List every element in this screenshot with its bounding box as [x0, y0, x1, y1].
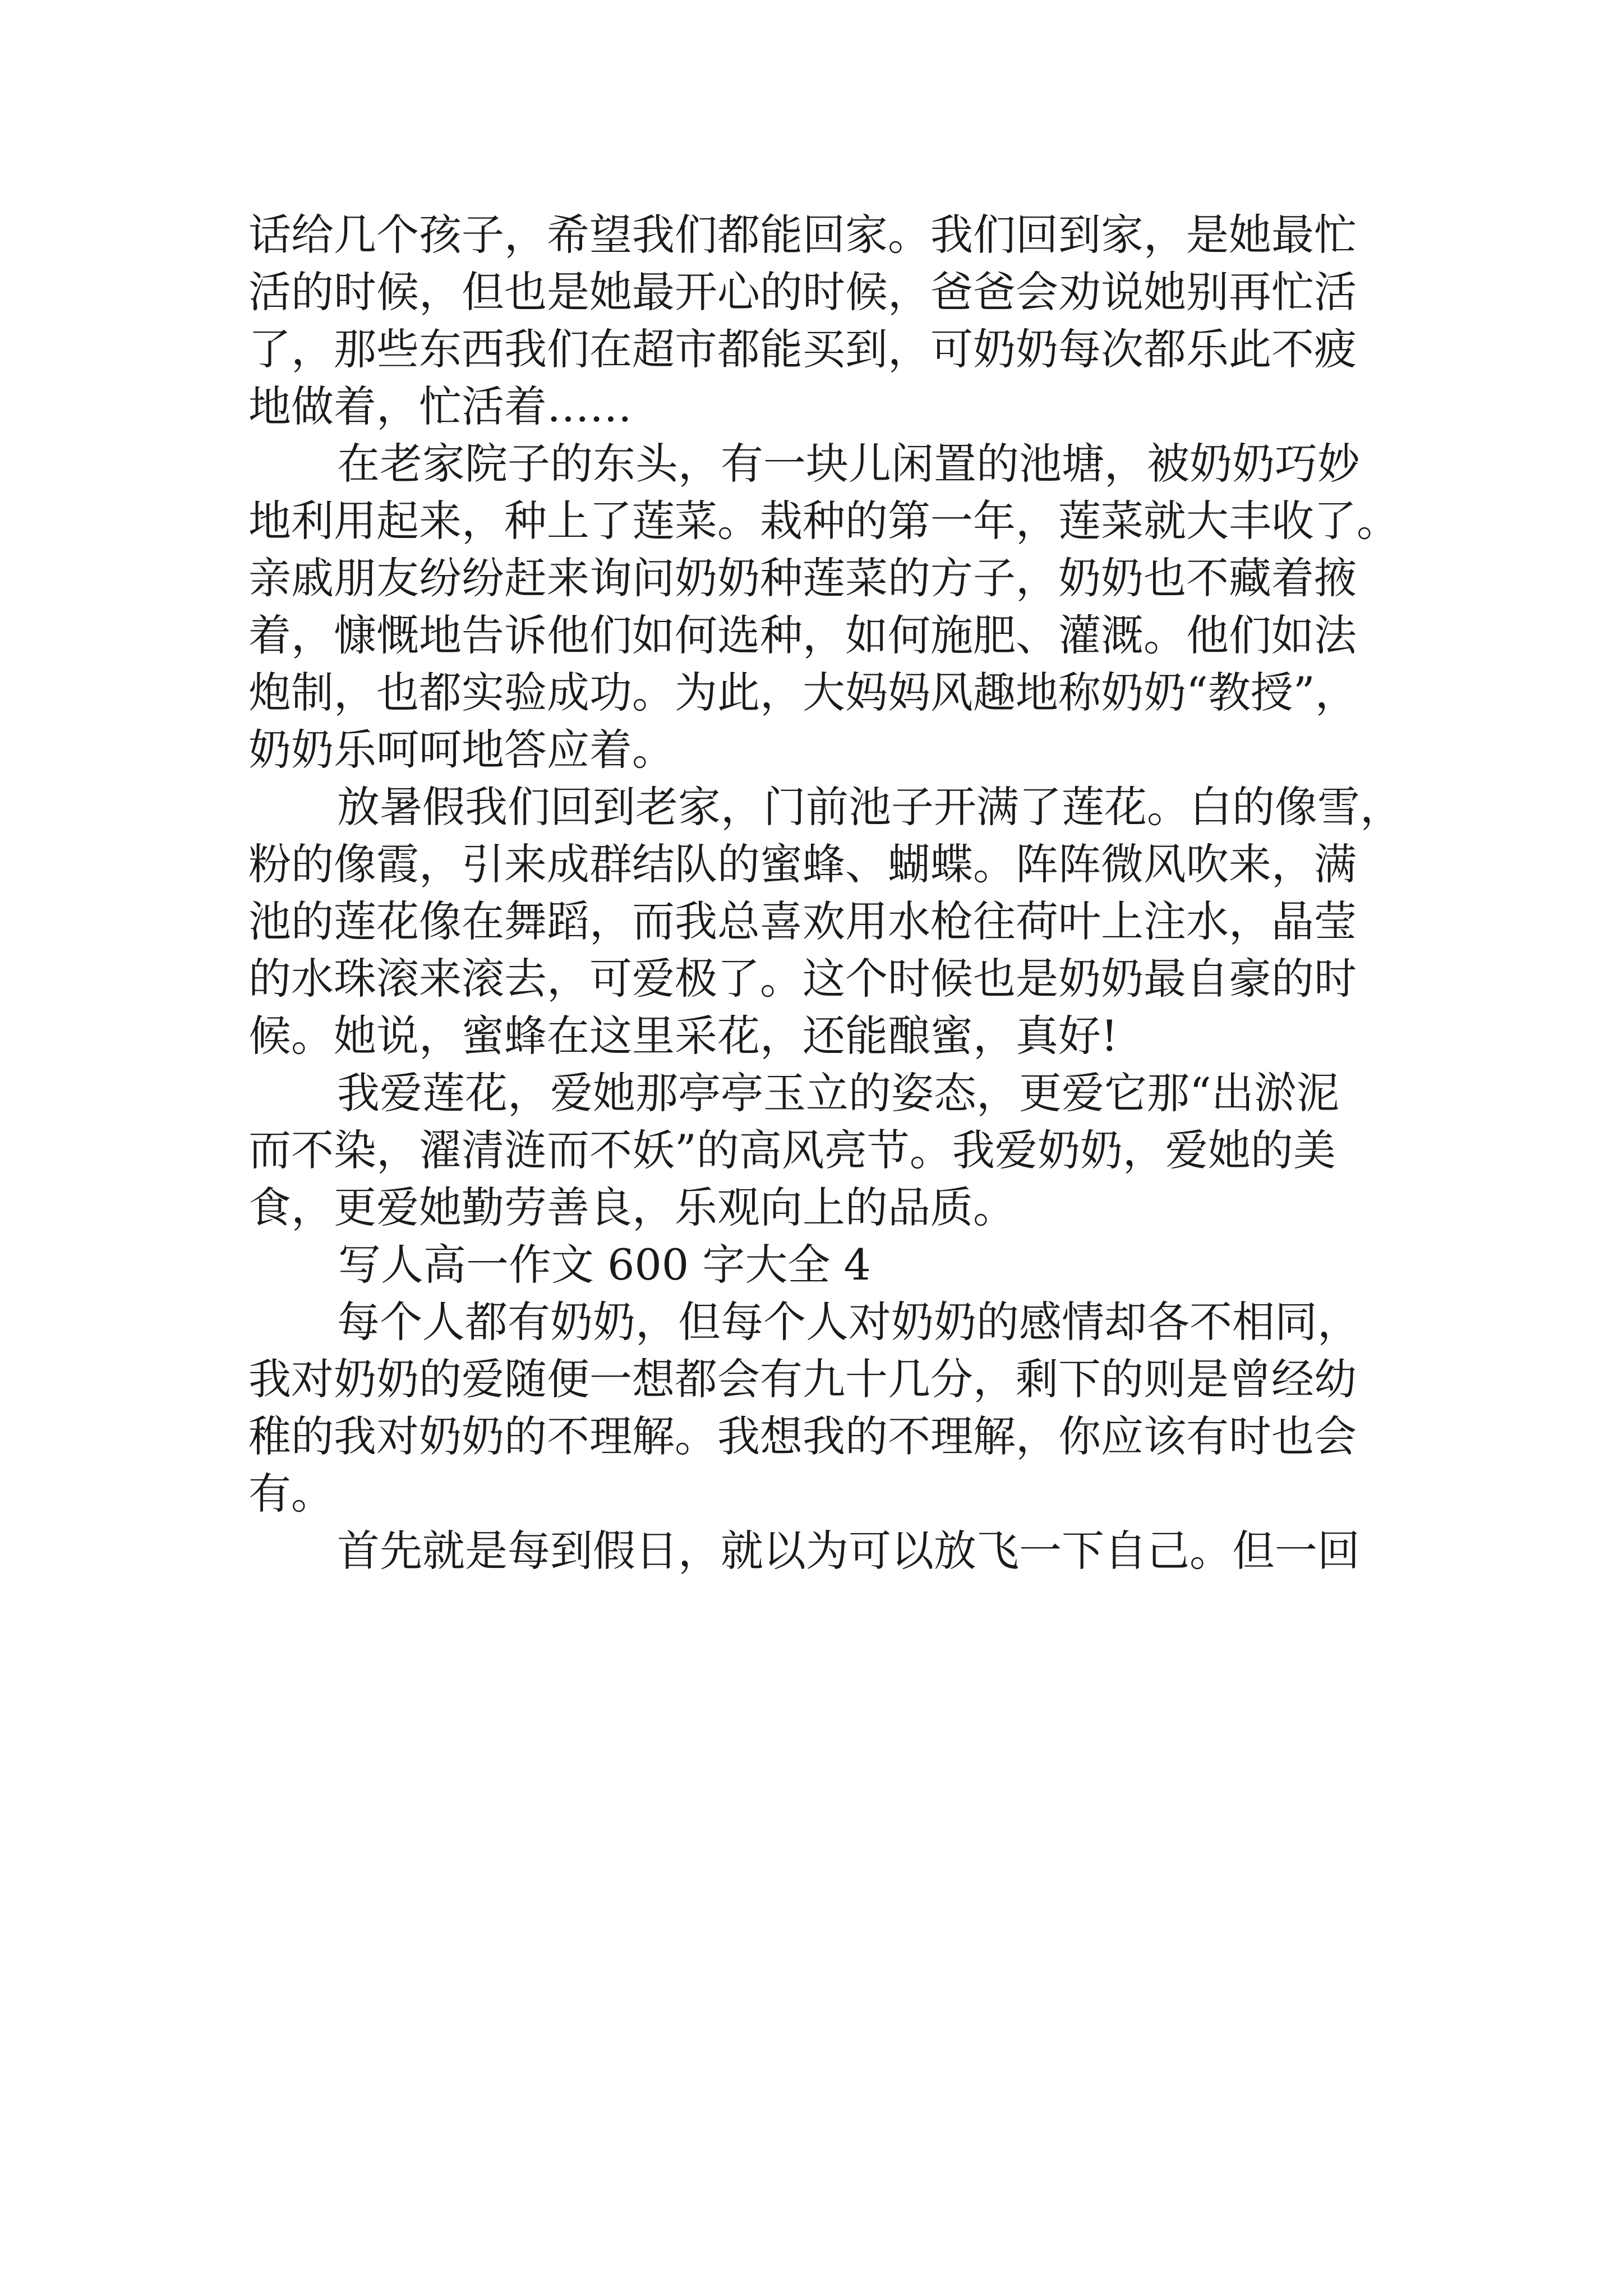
text-line: 活的时候，但也是她最开心的时候，爸爸会劝说她别再忙活: [248, 267, 1357, 317]
text-line: 地利用起来，种上了莲菜。栽种的第一年，莲菜就大丰收了。: [248, 496, 1399, 546]
text-line: 奶奶乐呵呵地答应着。: [248, 725, 675, 775]
text-line: 池的莲花像在舞蹈，而我总喜欢用水枪往荷叶上注水，晶莹: [248, 896, 1357, 946]
text-line: 话给几个孩子，希望我们都能回家。我们回到家，是她最忙: [248, 210, 1357, 260]
text-line: 首先就是每到假日，就以为可以放飞一下自己。但一回: [337, 1526, 1360, 1576]
text-line: 而不染，濯清涟而不妖”的高风亮节。我爱奶奶，爱她的美: [248, 1125, 1336, 1175]
text-line: 粉的像霞，引来成群结队的蜜蜂、蝴蝶。阵阵微风吹来，满: [248, 839, 1357, 889]
paragraph-6: [248, 1522, 1390, 1580]
text-line: 每个人都有奶奶，但每个人对奶奶的感情却各不相同，: [337, 1297, 1360, 1347]
text-line: 的水珠滚来滚去，可爱极了。这个时候也是奶奶最自豪的时: [248, 954, 1357, 1004]
text-line: 地做着，忙活着……: [248, 381, 632, 431]
section-heading: 写人高一作文 600 字大全 4: [338, 1240, 871, 1290]
text-line: 放暑假我们回到老家，门前池子开满了莲花。白的像雪，: [337, 782, 1403, 832]
paragraph-1: [248, 206, 1390, 435]
document-body: [248, 206, 1403, 1580]
text-line: 候。她说，蜜蜂在这里采花，还能酿蜜，真好!: [248, 1011, 1118, 1061]
text-line: 了，那些东西我们在超市都能买到，可奶奶每次都乐此不疲: [248, 324, 1357, 374]
text-line: 我对奶奶的爱随便一想都会有九十几分，剩下的则是曾经幼: [248, 1354, 1357, 1404]
text-line: 有。: [248, 1469, 334, 1519]
text-line: 亲戚朋友纷纷赶来询问奶奶种莲菜的方子，奶奶也不藏着掖: [248, 553, 1357, 603]
paragraph-5: [248, 1294, 1390, 1522]
text-line: 我爱莲花，爱她那亭亭玉立的姿态，更爱它那“出淤泥: [337, 1068, 1339, 1118]
text-line: 着，慷慨地告诉他们如何选种，如何施肥、灌溉。他们如法: [248, 610, 1357, 660]
paragraph-4: [248, 1065, 1390, 1236]
text-line: 炮制，也都实验成功。为此，大妈妈风趣地称奶奶“教授”，: [248, 668, 1358, 717]
paragraph-3: [248, 779, 1403, 1065]
text-line: 食，更爱她勤劳善良，乐观向上的品质。: [248, 1182, 1016, 1232]
paragraph-2: [248, 435, 1399, 779]
text-line: 在老家院子的东头，有一块儿闲置的池塘，被奶奶巧妙: [337, 439, 1360, 489]
text-line: 稚的我对奶奶的不理解。我想我的不理解，你应该有时也会: [248, 1411, 1357, 1461]
